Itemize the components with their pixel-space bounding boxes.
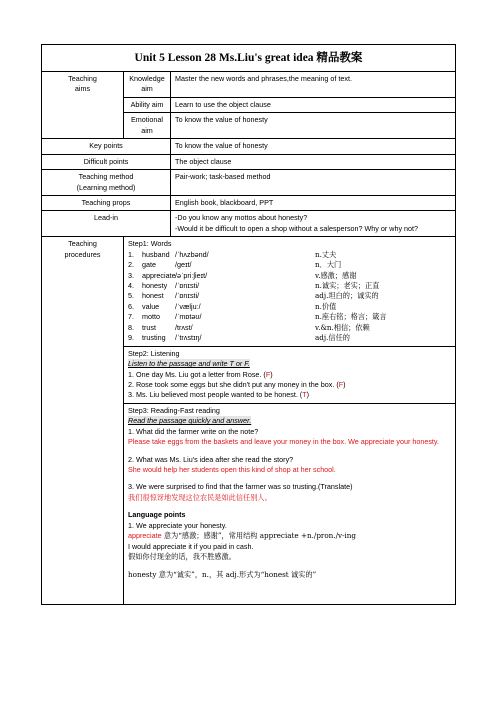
language-point-1: 1. We appreciate your honesty. [128,520,227,530]
word-meaning: n.价值 [315,301,337,311]
word-word: honesty [142,281,168,290]
teaching-aims-label [42,72,124,139]
teaching-method-value: Pair-work; task-based method [171,170,456,196]
word-word: trusting [142,333,166,343]
emotional-aim-label: Emotional aim [124,113,171,139]
teaching-procedures-label [42,237,124,605]
knowledge-aim-value: Master the new words and phrases,the meaning of text. [171,72,456,98]
word-phon: /ˈɒnɪsti/ [175,291,200,301]
word-meaning: adj.坦白的；诚实的 [315,291,379,301]
word-item [128,291,451,301]
teaching-props-label: Teaching props [42,195,171,210]
listening-item: 2. Rose took some eggs but she didn't put any money in the box. (F) [128,379,346,389]
word-word: gate [142,260,156,270]
word-n: 2. [128,260,134,270]
lesson-plan-table [41,44,456,605]
word-n: 3. [128,270,134,280]
teaching-method-label [42,170,171,196]
word-meaning: n.诚实；老实；正直 [315,281,380,290]
key-points-value: To know the value of honesty [171,139,456,154]
word-word: value [142,301,160,311]
listening-item: 3. Ms. Liu believed most people wanted to be honest. (T) [128,390,309,400]
word-item [128,281,451,291]
word-phon: /əˈpriːʃieɪt/ [175,270,208,280]
step3-cell [124,403,456,604]
knowledge-aim-label: Knowledge aim [124,72,171,98]
word-word: appreciate [142,270,176,280]
lead-in-line-2: -Would it be difficult to open a shop without a salesperson? Why or why not? [175,223,419,233]
word-n: 6. [128,301,134,311]
word-item [128,302,451,312]
step3-instruction: Read the passage quickly and answer. [128,416,252,426]
answer-3: 我们很惊讶地发现这位农民是如此信任别人。 [128,492,272,502]
word-meaning: v.感激；感谢 [315,270,357,280]
word-word: motto [142,312,160,322]
teaching-props-value: English book, blackboard, PPT [171,195,456,210]
step2-title: Step2: Listening [128,348,180,358]
word-phon: /ˈɒnɪsti/ [175,281,200,290]
word-n: 4. [128,281,134,290]
question-2: 2. What was Ms. Liu's idea after she read the story? [128,454,294,464]
difficult-points-value: The object clause [171,154,456,169]
step2-cell [124,346,456,403]
word-n: 5. [128,291,134,301]
word-meaning: n.座右铭；格言；箴言 [315,312,387,322]
step1-title: Step1: Words [128,239,172,249]
teaching-aims-text: Teaching aims [68,74,97,94]
word-meaning: n．大门 [315,260,342,270]
question-3: 3. We were surprised to find that the farmer was so trusting.(Translate) [128,482,353,492]
word-phon: /ˈmɒtəʊ/ [175,312,202,322]
language-points-title: Language points [128,510,186,520]
word-phon: /ˈtrʌstɪŋ/ [175,333,202,343]
word-meaning: v.&n.相信；依赖 [315,322,370,332]
question-1: 1. What did the farmer write on the note? [128,426,259,436]
word-n: 9. [128,333,134,343]
listening-item: 1. One day Ms. Liu got a letter from Rose. (F) [128,369,273,379]
difficult-points-label: Difficult points [42,154,171,169]
answer-1: Please take eggs from the baskets and leave your money in the box. We appreciate your honesty. [128,437,439,447]
language-point-5: honesty 意为“诚实”，n.，其 adj.形式为“honest 诚实的” [128,569,317,579]
word-n: 1. [128,249,134,259]
page-title: Unit 5 Lesson 28 Ms.Liu's great idea 精品教案 [42,45,456,72]
teaching-method-text: Teaching method (Learning method) [76,172,136,192]
word-item [128,271,451,281]
ability-aim-label: Ability aim [124,97,171,112]
word-phon: /ˈhʌzbənd/ [175,249,209,259]
step1-cell [124,237,456,346]
word-item [128,260,451,270]
word-phon: /trʌst/ [175,322,193,332]
word-word: trust [142,322,156,332]
ability-aim-value: Learn to use the object clause [171,97,456,112]
word-n: 7. [128,312,134,322]
word-item [128,250,451,260]
word-word: husband [142,249,170,259]
word-list [128,250,451,344]
word-item [128,333,451,343]
language-point-4: 假如你付现金的话，我不胜感激。 [128,552,236,562]
word-phon: /ɡeɪt/ [175,260,192,270]
language-point-2: appreciate 意为“感激；感谢”，常用结构 appreciate +n./pron./v-ing [128,531,357,541]
lead-in-value [171,211,456,237]
word-phon: /ˈvæljuː/ [175,301,201,311]
teaching-procedures-text: Teaching procedures [64,239,101,259]
emotional-aim-value: To know the value of honesty [171,113,456,139]
step3-title: Step3: Reading-Fast reading [128,405,220,415]
word-n: 8. [128,322,134,332]
lead-in-line-1: -Do you know any mottos about honesty? [175,213,308,223]
word-item [128,323,451,333]
step2-instruction: Listen to the passage and write T or F. [128,359,250,369]
word-meaning: adj.信任的 [315,333,350,343]
language-point-3: I would appreciate it if you paid in cash. [128,541,254,551]
answer-2: She would help her students open this kind of shop at her school. [128,465,336,474]
key-points-label: Key points [42,139,171,154]
word-item [128,312,451,322]
word-word: honest [142,291,164,301]
lead-in-label: Lead-in [42,211,171,237]
word-meaning: n.丈夫 [315,249,337,259]
